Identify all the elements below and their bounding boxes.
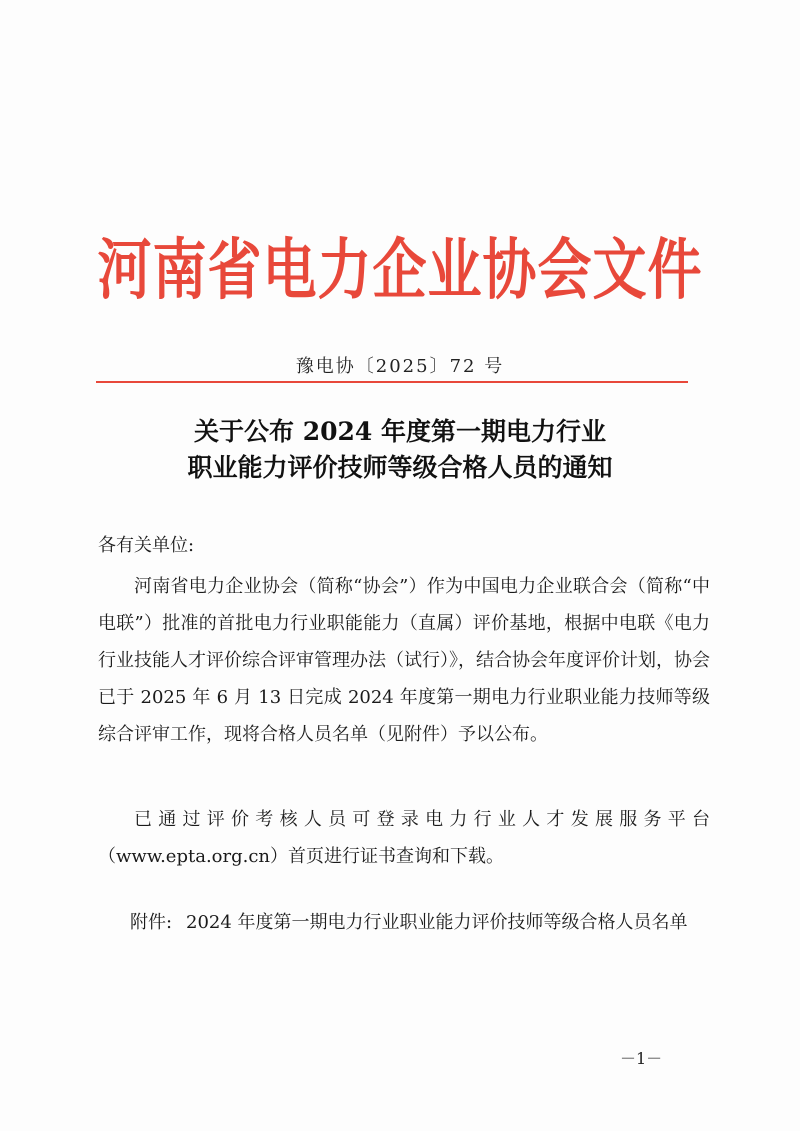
notice-title [0,414,800,486]
page-number: －1－ [620,1049,663,1068]
organization-header-title: 河南省电力企业协会文件 [97,230,703,309]
attachment-text: 2024 年度第一期电力行业职业能力评价技师等级合格人员名单 [186,912,688,933]
red-divider-line [96,381,688,383]
body-paragraph-1: 河南省电力企业协会（简称“协会”）作为中国电力企业联合会（简称“中电联”）批准的首批电力行业职能能力（直属）评价基地，根据中电联《电力行业技能人才评价综合评审管理办法（试行）》，结合协会年度评价计划，协会已于 2025 年 6 月 13 日完成 2024 年度第一期电力行业职业能力技师等级综合评审工作，现将合格人员名单（见附件）予以公布。 [98,576,710,745]
notice-title-line-1: 关于公布 2024 年度第一期电力行业 [194,417,606,446]
salutation: 各有关单位: [98,535,195,556]
body-paragraph-2: 已通过评价考核人员可登录电力行业人才发展服务平台（www.epta.org.cn）首页进行证书查询和下载。 [98,809,710,867]
notice-title-line-2: 职业能力评价技师等级合格人员的通知 [187,453,613,482]
attachment-note [130,904,710,941]
document-number: 豫电协〔2025〕72 号 [295,356,505,377]
attachment-label: 附件: [130,912,173,933]
